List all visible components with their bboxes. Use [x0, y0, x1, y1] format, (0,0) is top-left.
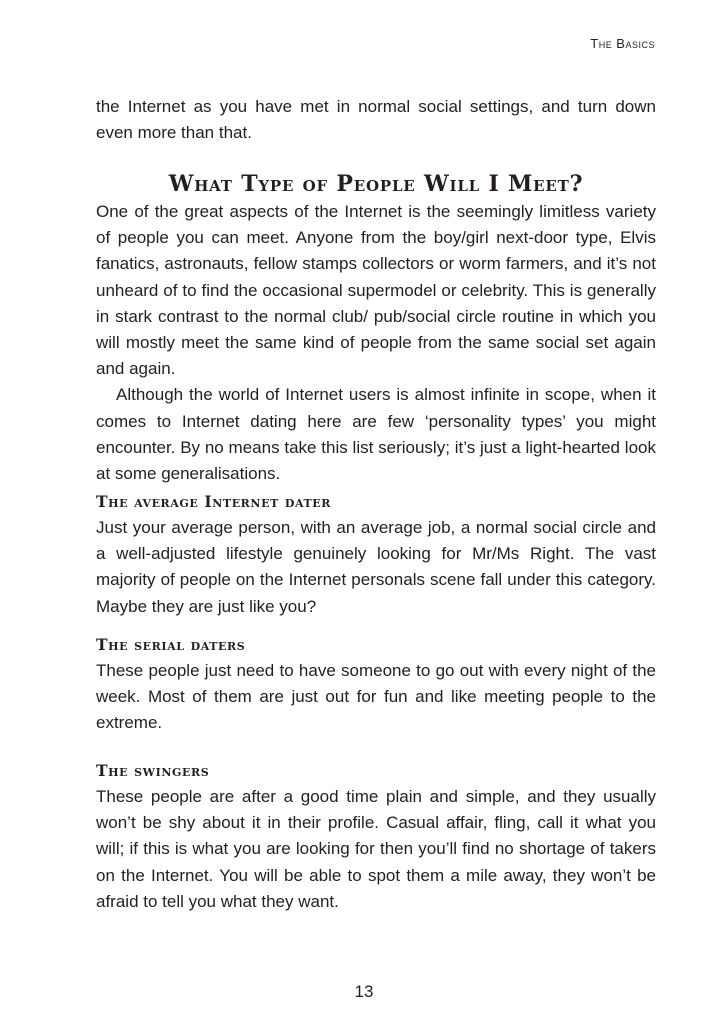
type-body: Just your average person, with an average job, a normal social circle and a well-adjusted lifestyle genuinely looking for Mr/Ms Right. The vast majority of people on the Internet personals scene fall under this category. Maybe they are just like you? — [96, 518, 656, 616]
type-body: These people are after a good time plain and simple, and they usually won’t be shy about it in their profile. Casual affair, fling, call it what you will; if this is what you are looking for then you’ll find no shortage of takers on the Internet. You will be able to spot them a mile away, they won’t be afraid to tell you what they want. — [96, 787, 656, 911]
section-title: What Type of People Will I Meet? — [168, 171, 584, 197]
type-average-dater — [96, 489, 656, 620]
type-heading: The swingers — [96, 761, 210, 780]
type-swingers — [96, 758, 656, 915]
type-body: These people just need to have someone to go out with every night of the week. Most of them are just out for fun and like meeting people to the extreme. — [96, 661, 656, 733]
page-number: 13 — [354, 982, 374, 1001]
section-body — [96, 199, 656, 487]
intro-paragraph: the Internet as you have met in normal social settings, and turn down even more than that. — [96, 97, 656, 143]
type-heading: The average Internet dater — [96, 492, 332, 511]
intro-block — [96, 94, 656, 146]
running-head: The Basics — [590, 36, 655, 51]
section-paragraph-2: Although the world of Internet users is almost infinite in scope, when it comes to Internet dating here are few ‘personality types’ you might encounter. By no means take this list seriously; it’s just a light-hearted look at some generalisations. — [96, 385, 656, 484]
type-serial-daters — [96, 632, 656, 737]
type-heading: The serial daters — [96, 635, 246, 654]
section-paragraph-1: One of the great aspects of the Internet is the seemingly limitless variety of people you can meet. Anyone from the boy/girl next-door type, Elvis fanatics, astronauts, fellow stamps collectors or worm farmers, and it’s not unheard of to find the occasional supermodel or celebrity. This is generally in stark contrast to the normal club/ pub/social circle routine in which you will mostly meet the same kind of people from the same social set again and again. — [96, 202, 656, 379]
